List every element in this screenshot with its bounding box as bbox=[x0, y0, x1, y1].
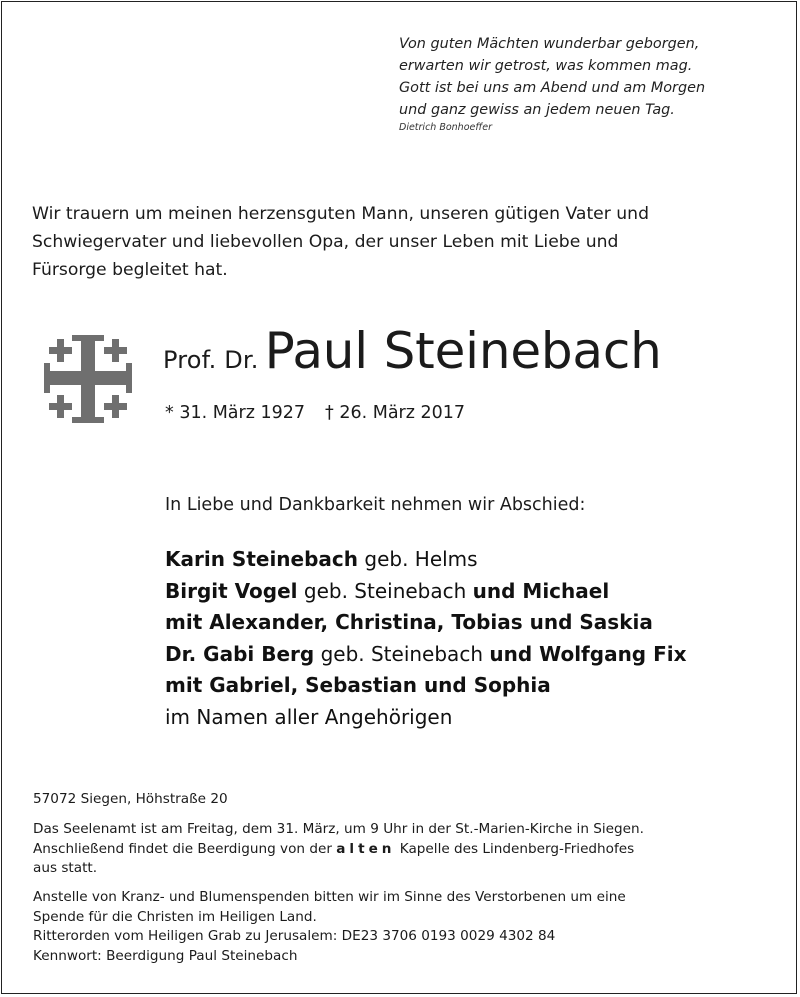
mourner-row: Dr. Gabi Berg geb. Steinebach und Wolfgang Fix bbox=[165, 641, 687, 666]
quote-line: Von guten Mächten wunderbar geborgen, bbox=[399, 36, 700, 52]
birth-date: * 31. März 1927 bbox=[165, 403, 306, 423]
donation-line: Ritterorden vom Heiligen Grab zu Jerusalem: DE23 3706 0193 0029 4302 84 bbox=[33, 928, 556, 944]
deceased-name bbox=[163, 322, 662, 380]
death-date: † 26. März 2017 bbox=[325, 403, 466, 423]
donation-line: Anstelle von Kranz- und Blumenspenden bitten wir im Sinne des Verstorbenen um eine bbox=[33, 889, 626, 905]
mourner-row: Karin Steinebach geb. Helms bbox=[165, 547, 478, 571]
mourners-list bbox=[165, 544, 687, 733]
deceased-title: Prof. Dr. bbox=[163, 346, 259, 374]
intro-line: Schwiegervater und liebevollen Opa, der unser Leben mit Liebe und bbox=[32, 232, 619, 252]
bonhoeffer-quote bbox=[399, 33, 705, 121]
intro-text bbox=[32, 200, 649, 284]
mourner-row: Birgit Vogel geb. Steinebach und Michael bbox=[165, 578, 610, 603]
quote-line: und ganz gewiss an jedem neuen Tag. bbox=[399, 102, 675, 118]
donation-line: Kennwort: Beerdigung Paul Steinebach bbox=[33, 947, 298, 964]
address bbox=[33, 790, 228, 810]
address-line: 57072 Siegen, Höhstraße 20 bbox=[33, 791, 228, 807]
quote-author: Dietrich Bonhoeffer bbox=[399, 122, 492, 133]
mourner-row: mit Gabriel, Sebastian und Sophia bbox=[165, 673, 551, 697]
mourner-row: mit Alexander, Christina, Tobias und Saskia bbox=[165, 610, 653, 634]
donation-line: Spende für die Christen im Heiligen Land. bbox=[33, 908, 317, 925]
service-line: Anschließend findet die Beerdigung von der alten Kapelle des Lindenberg-Friedhofes bbox=[33, 840, 635, 857]
intro-line: Wir trauern um meinen herzensguten Mann, unseren gütigen Vater und bbox=[32, 204, 649, 224]
quote-line: erwarten wir getrost, was kommen mag. bbox=[399, 58, 693, 74]
farewell-line: In Liebe und Dankbarkeit nehmen wir Abschied: bbox=[165, 495, 586, 515]
mourner-row: im Namen aller Angehörigen bbox=[165, 704, 453, 729]
service-info bbox=[33, 820, 644, 879]
quote-line: Gott ist bei uns am Abend und am Morgen bbox=[399, 80, 706, 96]
service-line: aus statt. bbox=[33, 860, 98, 876]
donation-info bbox=[33, 888, 626, 966]
deceased-fullname: Paul Steinebach bbox=[264, 322, 662, 380]
service-line: Das Seelenamt ist am Freitag, dem 31. März, um 9 Uhr in der St.-Marien-Kirche in Siegen. bbox=[33, 821, 644, 837]
jerusalem-cross-icon bbox=[44, 333, 132, 425]
life-dates bbox=[165, 403, 465, 423]
intro-line: Fürsorge begleitet hat. bbox=[32, 260, 228, 280]
